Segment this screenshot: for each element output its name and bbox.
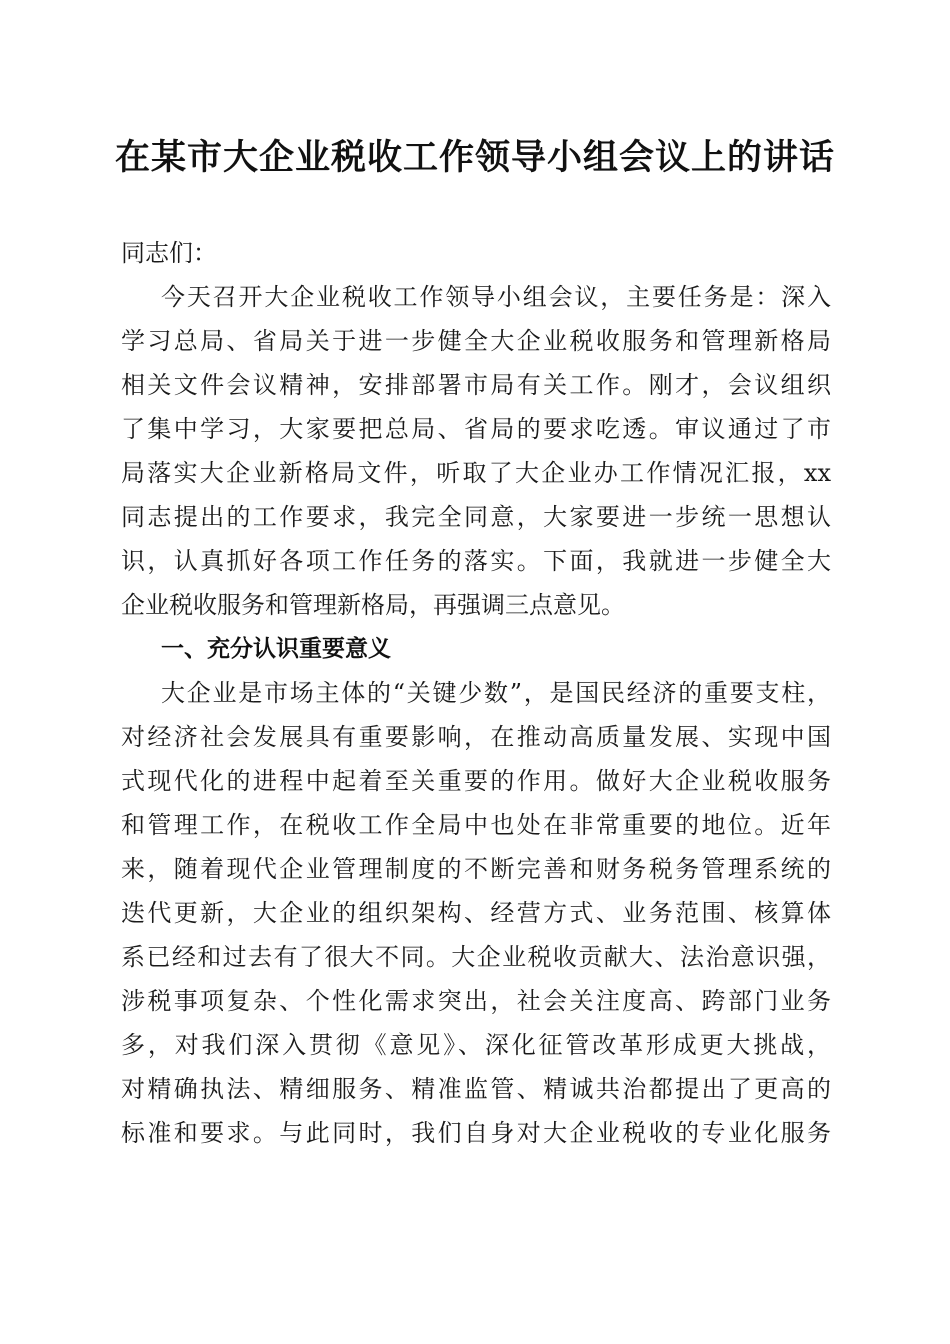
paragraph-line: 相关文件会议精神，安排部署市局有关工作。刚才，会议组织 [121, 371, 831, 399]
paragraph-line: 了集中学习，大家要把总局、省局的要求吃透。审议通过了市 [121, 415, 831, 443]
paragraph-line: 局落实大企业新格局文件，听取了大企业办工作情况汇报，xx [121, 459, 831, 487]
paragraph-line: 系已经和过去有了很大不同。大企业税收贡献大、法治意识强， [121, 943, 831, 971]
paragraph-line: 和管理工作，在税收工作全局中也处在非常重要的地位。近年 [121, 811, 831, 839]
document-title: 在某市大企业税收工作领导小组会议上的讲话 [114, 137, 835, 178]
paragraph-line: 大企业是市场主体的“关键少数”，是国民经济的重要支柱， [161, 679, 831, 707]
paragraph-line: 对经济社会发展具有重要影响，在推动高质量发展、实现中国 [121, 723, 831, 751]
paragraph-line: 标准和要求。与此同时，我们自身对大企业税收的专业化服务 [121, 1119, 831, 1147]
paragraph-line: 式现代化的进程中起着至关重要的作用。做好大企业税收服务 [121, 767, 831, 795]
paragraph-line: 迭代更新，大企业的组织架构、经营方式、业务范围、核算体 [121, 899, 831, 927]
paragraph-line: 学习总局、省局关于进一步健全大企业税收服务和管理新格局 [121, 327, 831, 355]
paragraph-line: 同志提出的工作要求，我完全同意，大家要进一步统一思想认 [121, 503, 831, 531]
paragraph-significance [121, 671, 831, 1155]
salutation: 同志们： [121, 239, 217, 267]
paragraph-line: 识，认真抓好各项工作任务的落实。下面，我就进一步健全大 [121, 547, 831, 575]
paragraph-line: 对精确执法、精细服务、精准监管、精诚共治都提出了更高的 [121, 1075, 831, 1103]
paragraph-line: 今天召开大企业税收工作领导小组会议，主要任务是：深入 [161, 283, 831, 311]
paragraph-line: 企业税收服务和管理新格局，再强调三点意见。 [121, 591, 625, 619]
paragraph-line: 来，随着现代企业管理制度的不断完善和财务税务管理系统的 [121, 855, 831, 883]
document-body [121, 231, 831, 1155]
section-heading-1: 一、充分认识重要意义 [161, 636, 391, 662]
paragraph-line: 多，对我们深入贯彻《意见》、深化征管改革形成更大挑战， [121, 1031, 831, 1059]
paragraph-line: 涉税事项复杂、个性化需求突出，社会关注度高、跨部门业务 [121, 987, 831, 1015]
paragraph-intro [121, 275, 831, 627]
